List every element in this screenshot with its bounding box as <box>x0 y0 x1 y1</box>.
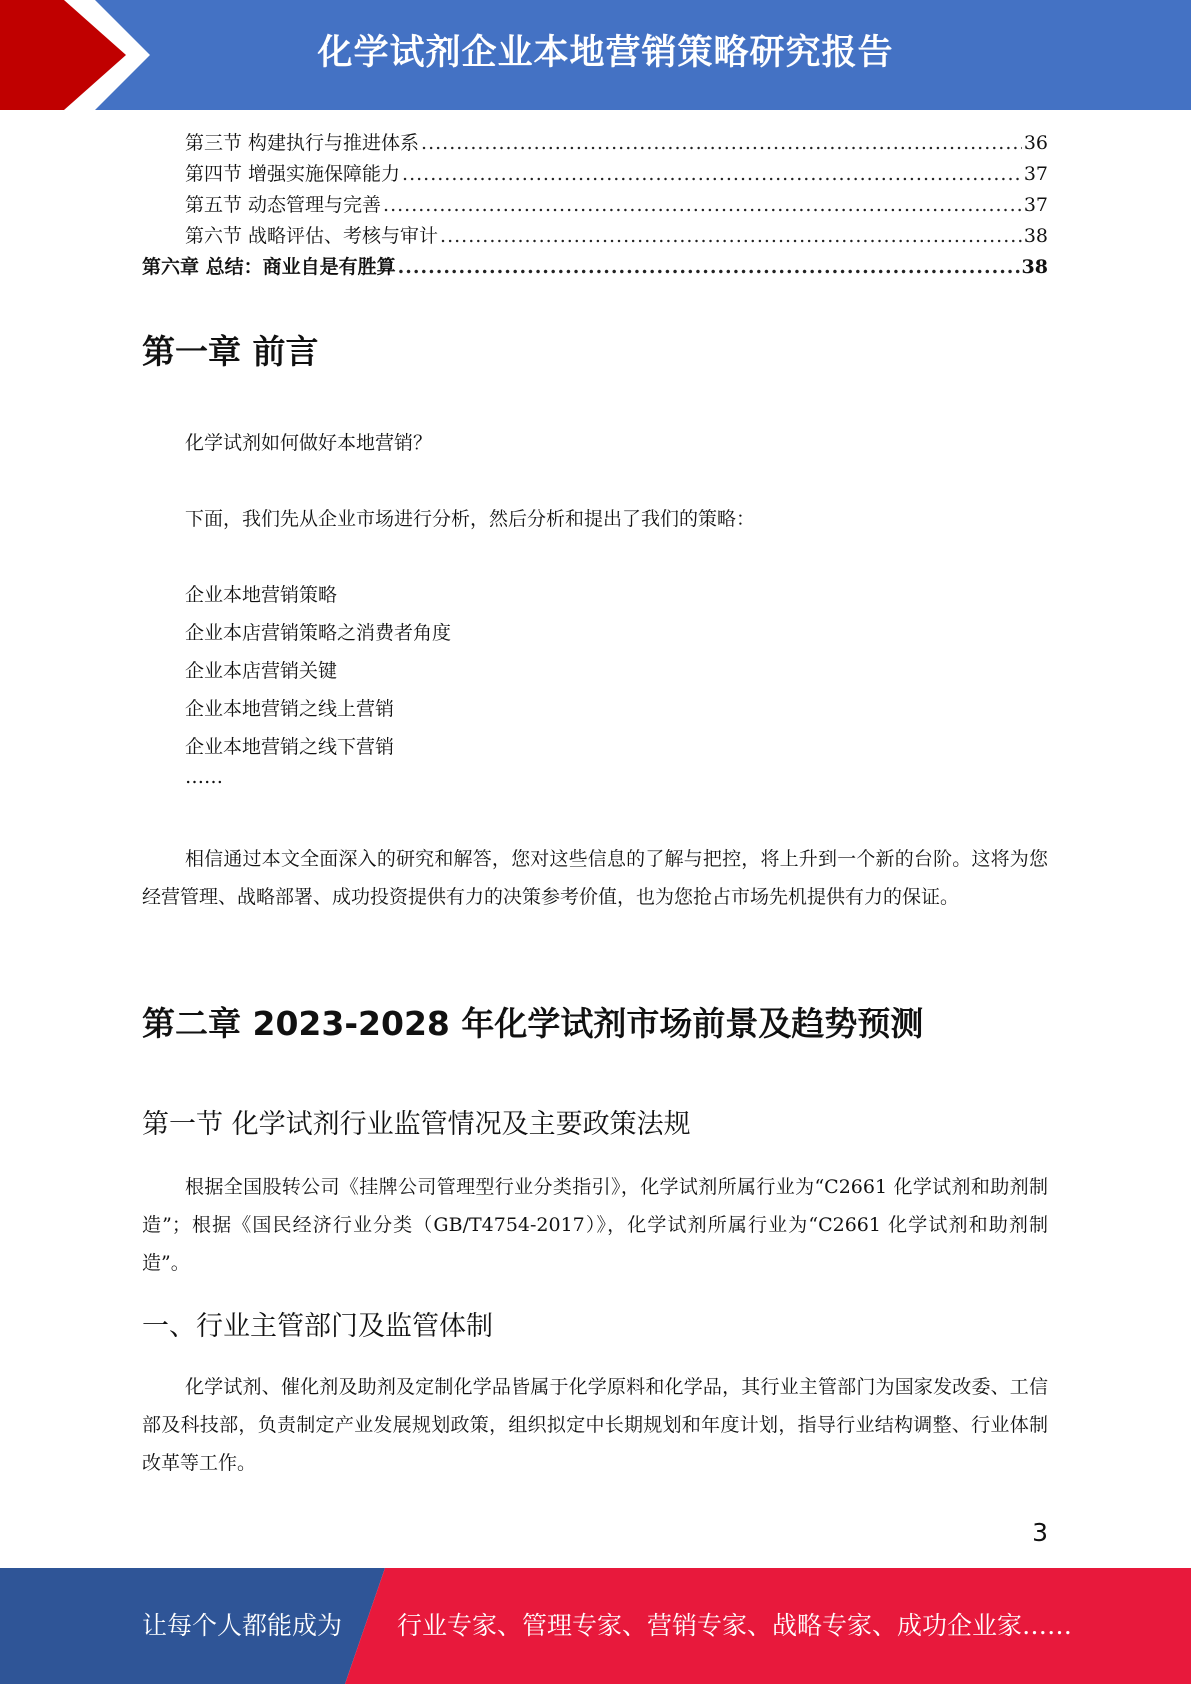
toc-leader-dots <box>440 225 1022 247</box>
toc-leader-dots <box>398 256 1020 278</box>
chapter-2-heading: 第二章 2023-2028 年化学试剂市场前景及趋势预测 <box>142 1004 924 1043</box>
page-footer <box>0 1568 1191 1684</box>
toc-entry-title: 第三节 构建执行与推进体系 <box>185 132 420 154</box>
toc-entry[interactable] <box>142 128 1048 159</box>
toc-entry-page: 37 <box>1023 194 1048 216</box>
toc-entry-title: 第六章 总结：商业自是有胜算 <box>142 256 396 278</box>
strategy-list-item: 企业本地营销之线下营销 <box>185 736 395 758</box>
section-1-heading: 第一节 化学试剂行业监管情况及主要政策法规 <box>142 1109 691 1140</box>
toc-entry-page: 38 <box>1021 256 1048 278</box>
toc-leader-dots <box>383 194 1022 216</box>
toc-leader-dots <box>421 132 1022 154</box>
toc-entry-title: 第四节 增强实施保障能力 <box>185 163 401 185</box>
strategy-list-ellipsis: …… <box>185 766 223 788</box>
toc-entry-page: 37 <box>1023 163 1048 185</box>
strategy-list-item: 企业本店营销策略之消费者角度 <box>185 622 452 644</box>
page-header <box>0 0 1191 110</box>
chapter-1-intro: 下面，我们先从企业市场进行分析，然后分析和提出了我们的策略： <box>185 508 756 530</box>
page-number: 3 <box>1032 1518 1048 1547</box>
strategy-list-item: 企业本地营销策略 <box>185 584 338 606</box>
toc-entry[interactable] <box>142 190 1048 221</box>
footer-slogan-left: 让每个人都能成为 <box>142 1611 343 1640</box>
subsection-1-paragraph: 化学试剂、催化剂及助剂及定制化学品皆属于化学原料和化学品，其行业主管部门为国家发改委、工信部及科技部，负责制定产业发展规划政策，组织拟定中长期规划和年度计划，指导行业结构调整、行业体制改革等工作。 <box>142 1376 1048 1474</box>
toc-entry[interactable] <box>142 221 1048 252</box>
chapter-1-closing-paragraph: 相信通过本文全面深入的研究和解答，您对这些信息的了解与把控，将上升到一个新的台阶。这将为您经营管理、战略部署、成功投资提供有力的决策参考价值，也为您抢占市场先机提供有力的保证。 <box>142 848 1048 908</box>
strategy-list-item: 企业本店营销关键 <box>185 660 338 682</box>
toc-leader-dots <box>402 163 1022 185</box>
subsection-1-heading: 一、行业主管部门及监管体制 <box>142 1311 493 1342</box>
toc-entry-title: 第五节 动态管理与完善 <box>185 194 382 216</box>
chapter-1-heading: 第一章 前言 <box>142 332 319 371</box>
chapter-1-question: 化学试剂如何做好本地营销？ <box>185 432 433 454</box>
report-title: 化学试剂企业本地营销策略研究报告 <box>317 33 894 73</box>
section-1-paragraph: 根据全国股转公司《挂牌公司管理型行业分类指引》，化学试剂所属行业为“C2661 化学试剂和助剂制造”；根据《国民经济行业分类（GB/T4754-2017）》，化学试剂所属行业为“C2661 化学试剂和助剂制造”。 <box>142 1176 1048 1274</box>
footer-slogan-right: 行业专家、管理专家、营销专家、战略专家、成功企业家…… <box>397 1611 1073 1640</box>
toc-entry-title: 第六节 战略评估、考核与审计 <box>185 225 439 247</box>
toc-entry[interactable] <box>142 159 1048 190</box>
strategy-list-item: 企业本地营销之线上营销 <box>185 698 395 720</box>
toc-entry[interactable] <box>142 252 1048 283</box>
toc-entry-page: 38 <box>1023 225 1048 247</box>
table-of-contents <box>142 128 1048 283</box>
toc-entry-page: 36 <box>1023 132 1048 154</box>
